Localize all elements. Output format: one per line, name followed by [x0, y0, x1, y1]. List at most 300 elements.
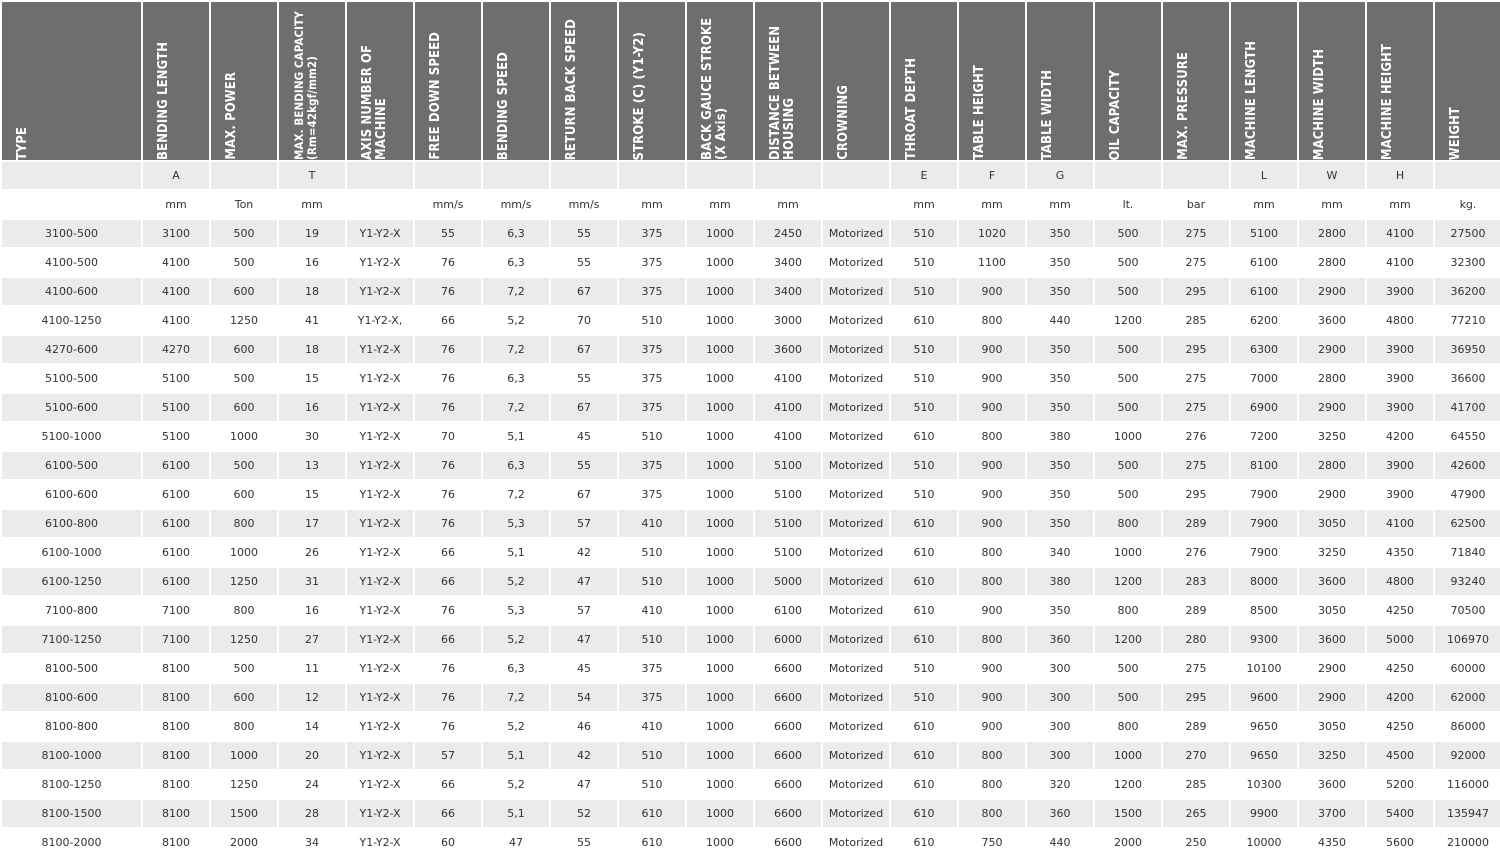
cell-max-bending-capacity-rm-42kgf-mm2: 19	[279, 220, 345, 247]
cell-stroke-c-y1-y2: 375	[619, 336, 685, 363]
cell-bending-speed: 5,2	[483, 771, 549, 798]
cell-max-pressure: 275	[1163, 394, 1229, 421]
cell-stroke-c-y1-y2: 510	[619, 742, 685, 769]
cell-crowning: Motorized	[823, 800, 889, 827]
cell-throat-depth: mm	[891, 191, 957, 218]
cell-bending-speed: 5,2	[483, 713, 549, 740]
cell-return-back-speed: 57	[551, 597, 617, 624]
cell-return-back-speed: 67	[551, 336, 617, 363]
cell-oil-capacity: 1000	[1095, 742, 1161, 769]
cell-machine-length: 8100	[1231, 452, 1297, 479]
cell-bending-speed	[483, 162, 549, 189]
cell-machine-width: 2900	[1299, 481, 1365, 508]
cell-distance-between-housing: 6000	[755, 626, 821, 653]
cell-axis-number-of-machine	[347, 162, 413, 189]
cell-throat-depth: 510	[891, 336, 957, 363]
cell-max-pressure: 275	[1163, 220, 1229, 247]
cell-oil-capacity: 800	[1095, 510, 1161, 537]
cell-return-back-speed: 57	[551, 510, 617, 537]
cell-return-back-speed: 67	[551, 481, 617, 508]
cell-oil-capacity: 500	[1095, 394, 1161, 421]
cell-max-pressure	[1163, 162, 1229, 189]
cell-machine-length: 7900	[1231, 481, 1297, 508]
cell-machine-length: 7900	[1231, 539, 1297, 566]
cell-machine-width: W	[1299, 162, 1365, 189]
cell-bending-speed: 5,2	[483, 307, 549, 334]
cell-table-width: 340	[1027, 539, 1093, 566]
column-header-label: DISTANCE BETWEEN HOUSING	[768, 25, 797, 160]
cell-return-back-speed: 46	[551, 713, 617, 740]
cell-throat-depth: 610	[891, 423, 957, 450]
cell-machine-width: 2900	[1299, 684, 1365, 711]
cell-return-back-speed: 47	[551, 568, 617, 595]
cell-max-power: 500	[211, 655, 277, 682]
cell-bending-speed: mm/s	[483, 191, 549, 218]
cell-max-pressure: 275	[1163, 452, 1229, 479]
column-header-label: MACHINE LENGTH	[1244, 40, 1259, 160]
cell-bending-speed: 6,3	[483, 655, 549, 682]
cell-back-gauce-stroke-x-axis: 1000	[687, 220, 753, 247]
cell-throat-depth: 510	[891, 684, 957, 711]
cell-stroke-c-y1-y2	[619, 162, 685, 189]
cell-distance-between-housing: 6600	[755, 742, 821, 769]
cell-bending-speed: 5,3	[483, 510, 549, 537]
cell-axis-number-of-machine: Y1-Y2-X	[347, 655, 413, 682]
column-header-label: WEIGHT	[1448, 106, 1463, 160]
cell-machine-width: 2800	[1299, 249, 1365, 276]
cell-bending-length: 5100	[143, 365, 209, 392]
cell-free-down-speed: 60	[415, 829, 481, 856]
cell-back-gauce-stroke-x-axis: 1000	[687, 365, 753, 392]
cell-table-height: F	[959, 162, 1025, 189]
cell-machine-length: 7200	[1231, 423, 1297, 450]
cell-table-width: G	[1027, 162, 1093, 189]
cell-max-pressure: 276	[1163, 539, 1229, 566]
cell-machine-length: 7000	[1231, 365, 1297, 392]
cell-machine-length: 6300	[1231, 336, 1297, 363]
cell-machine-width: 3250	[1299, 742, 1365, 769]
cell-weight: 210000	[1435, 829, 1500, 856]
cell-weight: 36200	[1435, 278, 1500, 305]
column-header-label: AXIS NUMBER OF MACHINE	[360, 44, 389, 160]
cell-oil-capacity: lt.	[1095, 191, 1161, 218]
column-header-machine-length	[1231, 2, 1297, 160]
cell-crowning	[823, 162, 889, 189]
cell-machine-length: 7900	[1231, 510, 1297, 537]
cell-machine-width: 2800	[1299, 365, 1365, 392]
cell-distance-between-housing: 5100	[755, 510, 821, 537]
cell-distance-between-housing: 3400	[755, 278, 821, 305]
cell-machine-height: 4100	[1367, 249, 1433, 276]
cell-weight: 70500	[1435, 597, 1500, 624]
cell-max-bending-capacity-rm-42kgf-mm2: 27	[279, 626, 345, 653]
cell-return-back-speed: 45	[551, 423, 617, 450]
cell-back-gauce-stroke-x-axis: 1000	[687, 278, 753, 305]
cell-machine-length: 6200	[1231, 307, 1297, 334]
cell-free-down-speed: 76	[415, 655, 481, 682]
cell-machine-height: 4100	[1367, 220, 1433, 247]
cell-machine-height: 4200	[1367, 423, 1433, 450]
cell-bending-length: 7100	[143, 626, 209, 653]
cell-weight: 116000	[1435, 771, 1500, 798]
cell-stroke-c-y1-y2: 375	[619, 220, 685, 247]
cell-weight: 92000	[1435, 742, 1500, 769]
cell-table-width: 300	[1027, 713, 1093, 740]
cell-max-power: 1500	[211, 800, 277, 827]
cell-return-back-speed: 67	[551, 278, 617, 305]
cell-weight: 32300	[1435, 249, 1500, 276]
cell-machine-height: 3900	[1367, 394, 1433, 421]
cell-weight: 60000	[1435, 655, 1500, 682]
cell-oil-capacity: 500	[1095, 249, 1161, 276]
cell-axis-number-of-machine: Y1-Y2-X	[347, 365, 413, 392]
cell-table-height: 900	[959, 597, 1025, 624]
cell-distance-between-housing: 6600	[755, 800, 821, 827]
column-header-axis-number-of-machine	[347, 2, 413, 160]
cell-back-gauce-stroke-x-axis: 1000	[687, 771, 753, 798]
column-header-label: CROWNING	[836, 85, 851, 160]
cell-max-power: 500	[211, 452, 277, 479]
cell-bending-length: 8100	[143, 684, 209, 711]
cell-table-width: 380	[1027, 423, 1093, 450]
table-row	[2, 365, 1500, 392]
cell-axis-number-of-machine: Y1-Y2-X	[347, 568, 413, 595]
cell-table-width: 350	[1027, 452, 1093, 479]
cell-back-gauce-stroke-x-axis: 1000	[687, 655, 753, 682]
cell-machine-width: 3600	[1299, 568, 1365, 595]
cell-table-height: 800	[959, 771, 1025, 798]
cell-bending-length: 6100	[143, 568, 209, 595]
table-row	[2, 655, 1500, 682]
cell-bending-length: mm	[143, 191, 209, 218]
cell-max-bending-capacity-rm-42kgf-mm2: 16	[279, 249, 345, 276]
cell-machine-height: 4500	[1367, 742, 1433, 769]
cell-return-back-speed: 55	[551, 829, 617, 856]
header-row	[2, 2, 1500, 160]
cell-bending-speed: 7,2	[483, 481, 549, 508]
cell-type: 6100-1250	[2, 568, 141, 595]
cell-distance-between-housing	[755, 162, 821, 189]
cell-back-gauce-stroke-x-axis: 1000	[687, 597, 753, 624]
cell-free-down-speed: 76	[415, 336, 481, 363]
cell-max-power: 500	[211, 249, 277, 276]
cell-free-down-speed: 57	[415, 742, 481, 769]
cell-type: 5100-1000	[2, 423, 141, 450]
cell-machine-height: 5200	[1367, 771, 1433, 798]
table-row	[2, 800, 1500, 827]
cell-return-back-speed: 67	[551, 394, 617, 421]
cell-stroke-c-y1-y2: 410	[619, 510, 685, 537]
cell-machine-width: mm	[1299, 191, 1365, 218]
cell-type: 3100-500	[2, 220, 141, 247]
cell-type: 4100-1250	[2, 307, 141, 334]
cell-throat-depth: 610	[891, 539, 957, 566]
cell-max-bending-capacity-rm-42kgf-mm2: 14	[279, 713, 345, 740]
cell-machine-width: 3250	[1299, 539, 1365, 566]
cell-table-width: 350	[1027, 394, 1093, 421]
cell-throat-depth: 610	[891, 626, 957, 653]
cell-max-power: 1000	[211, 539, 277, 566]
cell-axis-number-of-machine: Y1-Y2-X	[347, 829, 413, 856]
cell-free-down-speed: 66	[415, 771, 481, 798]
cell-weight: 42600	[1435, 452, 1500, 479]
cell-weight: 64550	[1435, 423, 1500, 450]
cell-max-pressure: 285	[1163, 307, 1229, 334]
column-header-table-height	[959, 2, 1025, 160]
cell-table-width: 350	[1027, 220, 1093, 247]
cell-stroke-c-y1-y2: 510	[619, 539, 685, 566]
cell-crowning: Motorized	[823, 220, 889, 247]
cell-free-down-speed: 76	[415, 597, 481, 624]
cell-free-down-speed: 76	[415, 249, 481, 276]
cell-max-pressure: 275	[1163, 249, 1229, 276]
cell-machine-width: 3050	[1299, 597, 1365, 624]
column-header-max-pressure	[1163, 2, 1229, 160]
cell-bending-speed: 5,1	[483, 539, 549, 566]
cell-max-pressure: 289	[1163, 713, 1229, 740]
cell-oil-capacity: 1000	[1095, 539, 1161, 566]
cell-bending-length: 4100	[143, 307, 209, 334]
cell-machine-length: 9600	[1231, 684, 1297, 711]
cell-max-power: 1250	[211, 568, 277, 595]
cell-machine-length: 5100	[1231, 220, 1297, 247]
column-header-label: MACHINE HEIGHT	[1380, 43, 1395, 160]
cell-back-gauce-stroke-x-axis: 1000	[687, 249, 753, 276]
cell-throat-depth: 610	[891, 510, 957, 537]
cell-table-height: 900	[959, 713, 1025, 740]
cell-max-pressure: 289	[1163, 597, 1229, 624]
cell-table-height: 1020	[959, 220, 1025, 247]
table-row	[2, 626, 1500, 653]
cell-throat-depth: E	[891, 162, 957, 189]
cell-machine-length: L	[1231, 162, 1297, 189]
cell-max-bending-capacity-rm-42kgf-mm2: 18	[279, 278, 345, 305]
cell-throat-depth: 510	[891, 278, 957, 305]
cell-distance-between-housing: 5000	[755, 568, 821, 595]
column-header-return-back-speed	[551, 2, 617, 160]
cell-type: 8100-800	[2, 713, 141, 740]
cell-max-bending-capacity-rm-42kgf-mm2: 31	[279, 568, 345, 595]
cell-table-height: 800	[959, 626, 1025, 653]
cell-free-down-speed: 76	[415, 481, 481, 508]
cell-distance-between-housing: 2450	[755, 220, 821, 247]
column-header-label: OIL CAPACITY	[1108, 69, 1123, 160]
cell-weight: 47900	[1435, 481, 1500, 508]
cell-bending-length: 8100	[143, 800, 209, 827]
column-header-label: TYPE	[15, 126, 30, 160]
table-row	[2, 829, 1500, 856]
cell-distance-between-housing: 3400	[755, 249, 821, 276]
column-header-back-gauce-stroke-x-axis	[687, 2, 753, 160]
cell-axis-number-of-machine: Y1-Y2-X,	[347, 307, 413, 334]
cell-type: 7100-1250	[2, 626, 141, 653]
cell-crowning: Motorized	[823, 510, 889, 537]
cell-machine-width: 3600	[1299, 626, 1365, 653]
cell-max-power: 600	[211, 336, 277, 363]
cell-weight: 27500	[1435, 220, 1500, 247]
cell-table-width: 320	[1027, 771, 1093, 798]
cell-return-back-speed: 55	[551, 365, 617, 392]
table-row	[2, 249, 1500, 276]
cell-max-bending-capacity-rm-42kgf-mm2: 16	[279, 597, 345, 624]
cell-table-width: 440	[1027, 829, 1093, 856]
cell-distance-between-housing: 5100	[755, 452, 821, 479]
cell-max-power: 800	[211, 713, 277, 740]
cell-return-back-speed: 55	[551, 452, 617, 479]
cell-table-width: 350	[1027, 365, 1093, 392]
cell-oil-capacity: 1200	[1095, 307, 1161, 334]
cell-back-gauce-stroke-x-axis: 1000	[687, 800, 753, 827]
table-row	[2, 597, 1500, 624]
cell-table-height: 900	[959, 365, 1025, 392]
cell-axis-number-of-machine: Y1-Y2-X	[347, 481, 413, 508]
cell-bending-speed: 6,3	[483, 249, 549, 276]
table-row	[2, 684, 1500, 711]
cell-machine-height: 5400	[1367, 800, 1433, 827]
cell-oil-capacity: 1200	[1095, 626, 1161, 653]
column-header-max-power	[211, 2, 277, 160]
column-header-type	[2, 2, 141, 160]
cell-return-back-speed: 45	[551, 655, 617, 682]
table-row	[2, 336, 1500, 363]
cell-bending-speed: 5,1	[483, 800, 549, 827]
cell-bending-length: 8100	[143, 655, 209, 682]
cell-stroke-c-y1-y2: 510	[619, 307, 685, 334]
cell-axis-number-of-machine: Y1-Y2-X	[347, 597, 413, 624]
cell-machine-height: 4250	[1367, 655, 1433, 682]
cell-table-width: 350	[1027, 510, 1093, 537]
cell-table-width: 300	[1027, 684, 1093, 711]
cell-machine-height: 3900	[1367, 336, 1433, 363]
cell-bending-speed: 5,2	[483, 626, 549, 653]
column-header-label: RETURN BACK SPEED	[564, 18, 579, 160]
cell-distance-between-housing: 4100	[755, 394, 821, 421]
cell-type: 6100-1000	[2, 539, 141, 566]
cell-max-bending-capacity-rm-42kgf-mm2: 11	[279, 655, 345, 682]
cell-machine-height: 3900	[1367, 481, 1433, 508]
cell-return-back-speed: 55	[551, 249, 617, 276]
cell-bending-length: 8100	[143, 829, 209, 856]
cell-axis-number-of-machine: Y1-Y2-X	[347, 278, 413, 305]
cell-throat-depth: 610	[891, 771, 957, 798]
cell-free-down-speed: mm/s	[415, 191, 481, 218]
cell-bending-speed: 5,3	[483, 597, 549, 624]
column-header-label: FREE DOWN SPEED	[428, 32, 443, 160]
cell-axis-number-of-machine: Y1-Y2-X	[347, 684, 413, 711]
cell-max-power: 800	[211, 597, 277, 624]
cell-axis-number-of-machine: Y1-Y2-X	[347, 626, 413, 653]
cell-back-gauce-stroke-x-axis: 1000	[687, 452, 753, 479]
cell-oil-capacity: 500	[1095, 684, 1161, 711]
cell-distance-between-housing: 3000	[755, 307, 821, 334]
cell-throat-depth: 510	[891, 452, 957, 479]
cell-back-gauce-stroke-x-axis: 1000	[687, 394, 753, 421]
cell-stroke-c-y1-y2: 510	[619, 423, 685, 450]
cell-distance-between-housing: mm	[755, 191, 821, 218]
cell-max-bending-capacity-rm-42kgf-mm2: 28	[279, 800, 345, 827]
cell-return-back-speed: 47	[551, 771, 617, 798]
cell-free-down-speed: 76	[415, 713, 481, 740]
cell-table-height: 800	[959, 307, 1025, 334]
column-header-label: BENDING LENGTH	[156, 42, 171, 160]
cell-axis-number-of-machine: Y1-Y2-X	[347, 394, 413, 421]
cell-crowning: Motorized	[823, 742, 889, 769]
table-row	[2, 220, 1500, 247]
cell-throat-depth: 610	[891, 800, 957, 827]
cell-type: 8100-500	[2, 655, 141, 682]
cell-max-bending-capacity-rm-42kgf-mm2: 41	[279, 307, 345, 334]
cell-crowning: Motorized	[823, 684, 889, 711]
cell-bending-length: 4100	[143, 249, 209, 276]
cell-max-bending-capacity-rm-42kgf-mm2: 26	[279, 539, 345, 566]
cell-free-down-speed: 66	[415, 626, 481, 653]
cell-machine-height: 4250	[1367, 713, 1433, 740]
cell-stroke-c-y1-y2: 610	[619, 829, 685, 856]
cell-machine-length: 9650	[1231, 713, 1297, 740]
cell-distance-between-housing: 6600	[755, 713, 821, 740]
table-row	[2, 713, 1500, 740]
cell-free-down-speed	[415, 162, 481, 189]
cell-axis-number-of-machine: Y1-Y2-X	[347, 800, 413, 827]
cell-machine-width: 3700	[1299, 800, 1365, 827]
cell-oil-capacity: 1200	[1095, 771, 1161, 798]
cell-machine-width: 2900	[1299, 278, 1365, 305]
cell-max-pressure: 283	[1163, 568, 1229, 595]
cell-machine-length: mm	[1231, 191, 1297, 218]
dimension-letters-row	[2, 162, 1500, 189]
cell-max-pressure: bar	[1163, 191, 1229, 218]
cell-crowning: Motorized	[823, 481, 889, 508]
cell-crowning: Motorized	[823, 829, 889, 856]
cell-max-bending-capacity-rm-42kgf-mm2: 34	[279, 829, 345, 856]
cell-max-pressure: 280	[1163, 626, 1229, 653]
cell-stroke-c-y1-y2: 375	[619, 684, 685, 711]
cell-return-back-speed: 42	[551, 539, 617, 566]
cell-weight: 62500	[1435, 510, 1500, 537]
cell-table-height: 750	[959, 829, 1025, 856]
cell-bending-speed: 5,2	[483, 568, 549, 595]
cell-type: 8100-2000	[2, 829, 141, 856]
column-header-label: MACHINE WIDTH	[1312, 48, 1327, 160]
cell-crowning: Motorized	[823, 365, 889, 392]
cell-bending-length: 5100	[143, 394, 209, 421]
cell-crowning	[823, 191, 889, 218]
cell-max-bending-capacity-rm-42kgf-mm2: 16	[279, 394, 345, 421]
cell-machine-height: 4350	[1367, 539, 1433, 566]
cell-weight: 36600	[1435, 365, 1500, 392]
cell-crowning: Motorized	[823, 568, 889, 595]
cell-free-down-speed: 66	[415, 307, 481, 334]
cell-free-down-speed: 76	[415, 394, 481, 421]
cell-bending-length: 8100	[143, 742, 209, 769]
cell-table-width: 350	[1027, 278, 1093, 305]
cell-bending-length: 4270	[143, 336, 209, 363]
cell-machine-length: 8000	[1231, 568, 1297, 595]
table-row	[2, 452, 1500, 479]
cell-max-power: 600	[211, 481, 277, 508]
table-row	[2, 771, 1500, 798]
cell-machine-width: 3050	[1299, 713, 1365, 740]
cell-axis-number-of-machine: Y1-Y2-X	[347, 742, 413, 769]
cell-oil-capacity: 500	[1095, 336, 1161, 363]
cell-table-height: 900	[959, 655, 1025, 682]
column-header-label: MAX. BENDING CAPACITY (Rm=42kgf/mm2)	[292, 11, 319, 160]
cell-machine-length: 10100	[1231, 655, 1297, 682]
cell-max-bending-capacity-rm-42kgf-mm2: mm	[279, 191, 345, 218]
table-row	[2, 568, 1500, 595]
cell-max-pressure: 295	[1163, 278, 1229, 305]
cell-type	[2, 162, 141, 189]
